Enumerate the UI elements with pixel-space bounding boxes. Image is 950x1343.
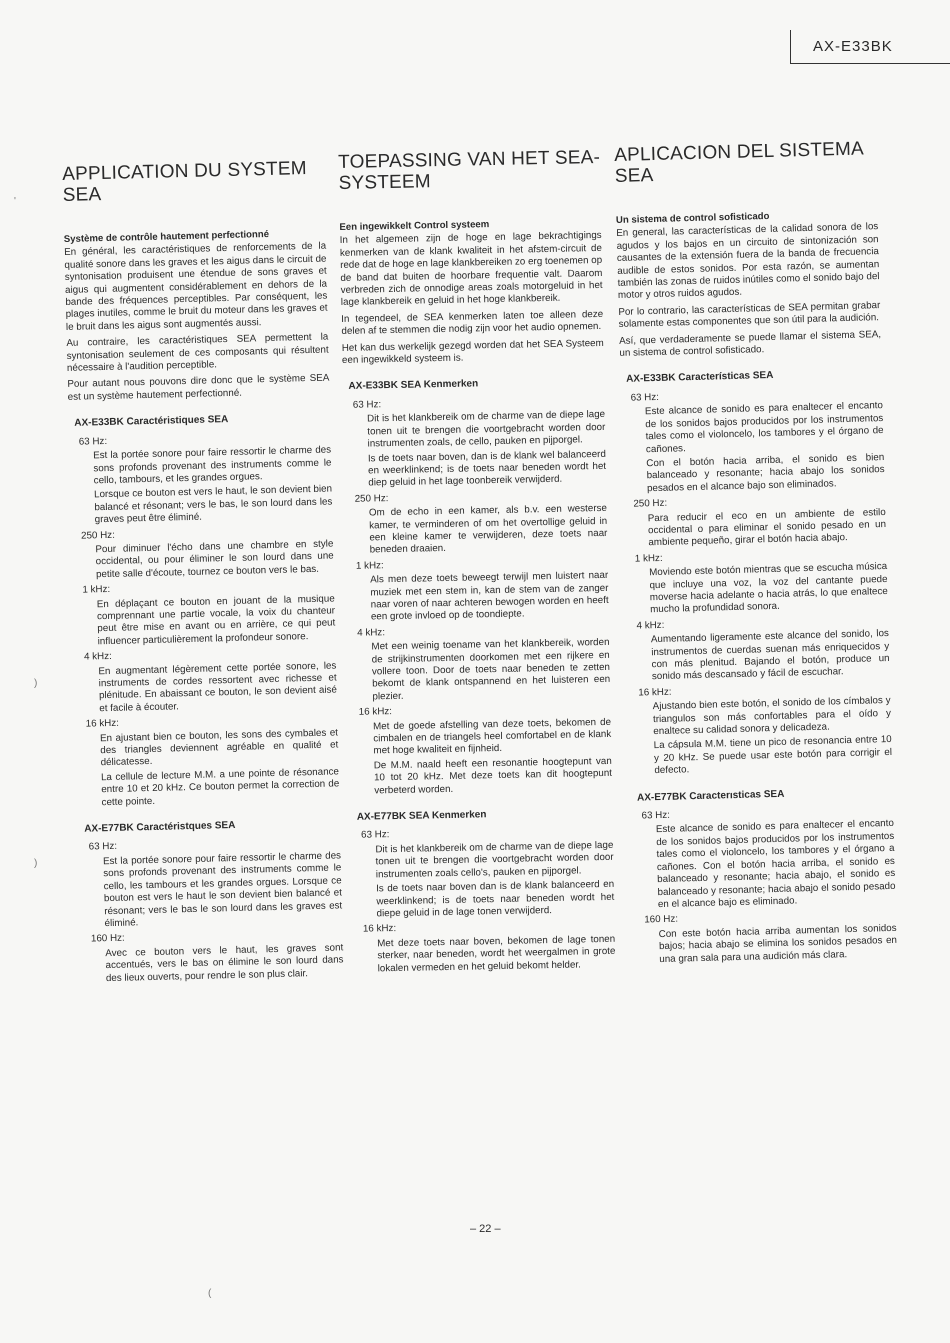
section-title: APLICACION DEL SISTEMA SEA — [614, 138, 864, 187]
paragraph: En ajustant bien ce bouton, les sons des cymbales et des triangles deviennent agréable en qualité et délicatesse. — [99, 727, 339, 769]
paragraph: Met de goede afstelling van deze toets, bekomen de cimbalen en de triangels heel comfortabel en de klank met hoge kwaliteit en fijnheid. — [372, 716, 612, 757]
paragraph: En general, las características de la calidad sonora de los agudos y los bajos en un circuito de sintonización son causantes de la extensión fuera de la banda de frecuencia audible de estos sonidos. Por esta razón, se aumentan también las zonas de ruidos inútiles como el sonido bajo del motor y otros ruidos agudos. — [616, 221, 880, 302]
frequency-description — [375, 840, 614, 921]
frequency-label: 4 kHz: — [357, 626, 386, 639]
frequency-label: 63 Hz: — [361, 829, 390, 842]
frequency-label: 1 kHz: — [82, 584, 111, 596]
frequency-description — [373, 716, 612, 797]
frequency-label: 16 kHz: — [362, 923, 397, 935]
frequency-label: 4 kHz: — [636, 619, 665, 632]
model-heading: AX-E77BK Caractéristques SEA — [84, 820, 236, 835]
paragraph: Aumentando ligeramente este alcance del sonido, los instrumentos de cuerdas suenan más enriquecidos y con más plenitud. Bajando el botón, produce un sonido más descansado y fácil de escuchar. — [650, 628, 890, 683]
frequency-label: 250 Hz: — [80, 529, 115, 542]
frequency-description — [370, 570, 609, 624]
column-spanish — [614, 138, 898, 970]
margin-mark: ( — [208, 1288, 212, 1299]
page-number: – 22 – — [470, 1223, 501, 1235]
paragraph: Au contraire, les caractéristiques SEA permettent la syntonisation seulement de ces composants qui résultent nécessaire à l'audition perceptible. — [66, 331, 329, 374]
paragraph: Met een weinig toename van het klankbereik, worden de strijkinstrumenten doorkomen met een rijkere en vollere toon. Door de toets naar beneden te zetten bekomt de klank ontspannend en het luisteren een plezier. — [371, 637, 611, 703]
paragraph: Est la portée sonore pour faire ressortir le charme des sons profonds provenant des instruments comme le cello, tambours, et les grandes orgues. — [93, 444, 332, 487]
frequency-description — [103, 850, 343, 930]
column-french — [62, 158, 344, 989]
frequency-label: 250 Hz: — [633, 497, 668, 510]
frequency-label: 63 Hz: — [641, 809, 671, 822]
paragraph: La cápsula M.M. tiene un pico de resonancia entre 10 y 20 kHz. Se puede usar este botón para corrigir el defecto. — [653, 734, 893, 777]
paragraph: En général, les caractéristiques de renforcements de la qualité sonore dans les graves et les aigus dans le circuit de syntonisation produisent une étendue de sons graves et aigus qui augmentent considérablement en dehors de la bande des fréquences perceptibles. Par conséquent, les plages inutiles, comme le bruit du moteur dans les graves et le bruit dans les aigus sont augmentés aussi. — [64, 240, 328, 333]
frequency-label: 63 Hz: — [630, 391, 660, 404]
frequency-label: 16 kHz: — [85, 717, 120, 730]
model-heading: AX-E33BK Caractéristiques SEA — [74, 414, 229, 430]
margin-mark: ) — [34, 858, 38, 869]
paragraph: In tegendeel, de SEA kenmerken laten toe alleen deze delen af te stemmen die nodig zijn voor het audio opnemen. — [341, 308, 604, 338]
paragraph: En augmentant légèrement cette portée sonore, les instruments de cordes ressortent avec richesse et plénitude. En abaissant ce bouton, le son devient aisé et facile à écouter. — [98, 660, 338, 715]
frequency-label: 1 kHz: — [634, 552, 663, 565]
frequency-label: 160 Hz: — [644, 913, 679, 926]
section-title: APPLICATION DU SYSTEM SEA — [62, 158, 308, 206]
paragraph: Este alcance de sonido es para enaltecer el encanto de los sonidos bajos producidos por los instrumentos tales como el violoncelo, los tambores y el órgano a cañones. Con el botón hacia arriba, el sonido es balanceado y resonante; hacia abajo, el sonido es balanceado y resonante; hacia abajo el sonido pesado en el alcance bajo es eliminado. — [655, 818, 896, 911]
frequency-description — [369, 503, 608, 557]
paragraph: Als men deze toets beweegt terwijl men luistert naar muziek met een stem in, kan de stem van de zanger naar voren of naar achteren bewogen worden en heeft een grote invloed op de toondiepte. — [370, 570, 609, 623]
paragraph: Moviendo este botón mientras que se escucha música que incluye una voz, la voz del cantante puede moverse hacia adelante o hacia atrás, lo que enaltece mucho la profundidad sonora. — [649, 561, 888, 616]
paragraph: Este alcance de sonido es para enaltecer el encanto de los sonidos bajos producidos por los instrumentos tales como el violoncelo, los tambores y el órgano de cañones. — [644, 400, 884, 455]
section-subheading: Een ingewikkelt Control systeem — [339, 219, 490, 233]
paragraph: In het algemeen zijn de hoge en lage bekrachtigings kenmerken van de klank kwaliteit in het afstem-circuit de rede dat de hoge en lage klankbereiken zo erg toenemen op de band dat buiten de hoorbare frequentie valt. Daarom verbreden zich de onnodige areas zoals motorgeluid in het lage klankbereik en geluid in het hoge klankbereik. — [339, 230, 603, 309]
paragraph: Pour autant nous pouvons dire donc que le système SEA est un système hautement perfectionné. — [67, 373, 330, 403]
paragraph: La cellule de lecture M.M. a une pointe de résonance entre 10 et 20 kHz. Ce bouton permet la correction de cette pointe. — [100, 766, 340, 808]
paragraph: Así, que verdaderamente se puede llamar el sistema SEA, un sistema de control sofisticado. — [618, 328, 882, 359]
paragraph: Lorsque ce bouton est vers le haut, le son devient bien balancé et résonant; vers le bas, le son lourd dans les graves peut être éliminé. — [93, 483, 333, 526]
column-dutch — [338, 147, 616, 979]
frequency-label: 63 Hz: — [78, 435, 108, 448]
frequency-description — [367, 409, 606, 490]
paragraph: Con este botón hacia arriba aumentan los sonidos bajos; hacia abajo se elimina los sonidos pesados en una gran sala para una audición más clara. — [658, 922, 898, 965]
section-subheading: Un sistema de control sofisticado — [615, 210, 770, 226]
paragraph: En déplaçant ce bouton en jouant de la musique comprennant une partie vocale, la voix du chanteur peut être mise en avant ou en arrière, ce qui peut influencer particulièrement la profondeur sonore. — [96, 593, 336, 648]
paragraph: Est la portée sonore pour faire ressortir le charme des sons profonds provenant des instruments comme le cello, les tambours et les grandes orgues. Lorsque ce bouton est vers le haut le son devient bien balancé et résonant; vers le bas le son lourd dans les graves est éliminé. — [102, 850, 343, 930]
section-title: TOEPASSING VAN HET SEA-SYSTEEM — [338, 146, 601, 194]
paragraph: Is de toets naar boven, dan is de klank wel balanceerd en weerklinkend; is de toets naar beneden wordt het diep geluid in het lage toonbereik verwijderd. — [367, 448, 607, 489]
paragraph: Con el botón hacia arriba, el sonido es bien balanceado y resonante; hacia abajo los sonidos pesados en el alcance bajo son eliminados. — [646, 451, 885, 494]
paragraph: Por lo contrario, las características de SEA permitan grabar solamente estas componentes que son útil para la audición. — [618, 299, 881, 331]
frequency-description — [95, 538, 334, 581]
paragraph: De M.M. naald heeft een resonantie hoogtepunt van 10 tot 20 kHz. Met deze toets kan dit hoogtepunt verbeterd worden. — [373, 755, 613, 797]
frequency-description — [100, 727, 340, 809]
frequency-description — [97, 593, 336, 648]
margin-mark: ' — [14, 196, 16, 207]
frequency-description — [649, 561, 888, 617]
paragraph: Het kan dus werkelijk gezegd worden dat het SEA Systeem een ingewikkeld systeem is. — [341, 337, 604, 367]
frequency-label: 250 Hz: — [354, 492, 389, 505]
frequency-description — [659, 923, 898, 966]
paragraph: Para reducir el eco en un ambiente de estilo occidental o para eliminar el sonido pesado en un ambiente pequeño, girar el botón hacia abajo. — [647, 506, 887, 549]
frequency-description — [645, 400, 885, 495]
frequency-description — [648, 507, 887, 550]
frequency-description — [656, 818, 896, 911]
frequency-label: 16 kHz: — [358, 706, 393, 718]
paragraph: Met deze toets naar boven, bekomen de lage tonen sterker, naar beneden, wordt het weergalmen in grote lokalen vermeden en het geluid bekomt helder. — [377, 933, 616, 974]
frequency-label: 4 kHz: — [83, 651, 112, 663]
paragraph: Is de toets naar boven dan is de klank balanceerd en weerklinkend; is de toets naar beneden wordt het diepe geluid in de lage tonen verwijderd. — [376, 878, 615, 920]
model-heading: AX-E77BK Caracterısticas SEA — [636, 788, 785, 804]
frequency-label: 63 Hz: — [352, 399, 382, 411]
model-heading: AX-E77BK SEA Kenmerken — [356, 809, 487, 823]
model-number: AX-E33BK — [790, 30, 950, 64]
frequency-description — [93, 445, 333, 527]
frequency-label: 16 kHz: — [638, 686, 672, 699]
paragraph: Ajustando bien este botón, el sonido de los címbalos y triangulos son más confortables para el oído y enaltece su calidad sonora y delicadeza. — [652, 695, 892, 738]
margin-mark: ) — [34, 678, 38, 689]
paragraph: Dit is het klankbereik om de charme van de diepe lage tonen uit te brengen die voortgebracht worden door instrumenten zoals cello's, pauken en pijporgel. — [375, 839, 614, 881]
section-subheading: Système de contrôle hautement perfectionné — [63, 228, 270, 245]
frequency-label: 160 Hz: — [90, 933, 125, 945]
paragraph: Dit is het klankbereik om de charme van de diepe lage tonen uit te brengen die voortgebracht worden door instrumenten zoals, de cello, pauken en pijporgel. — [367, 409, 606, 450]
frequency-label: 1 kHz: — [355, 559, 384, 572]
frequency-description — [105, 942, 344, 985]
model-heading: AX-E33BK SEA Kenmerken — [348, 378, 479, 393]
paragraph: Om de echo in een kamer, als b.v. een westerse kamer, te verminderen of om het overtollige geluid in een kleine kamer te verwijderen, deze toets naar beneden draaien. — [368, 503, 608, 556]
paragraph: Pour diminuer l'écho dans une chambre en style occidental, ou pour éliminer le son lourd dans une petite salle d'écoute, tournez ce bouton vers le bas. — [95, 538, 334, 581]
frequency-description — [377, 934, 616, 976]
frequency-description — [371, 637, 610, 704]
frequency-description — [653, 695, 893, 778]
paragraph: Avec ce bouton vers le haut, les graves sont accentués, vers le bas on élimine le son lourd dans des lieux ouverts, pour rendre le son plus clair. — [105, 942, 344, 984]
frequency-description — [651, 628, 890, 684]
frequency-label: 63 Hz: — [88, 841, 118, 854]
model-heading: AX-E33BK Características SEA — [626, 370, 774, 386]
frequency-description — [98, 660, 337, 715]
